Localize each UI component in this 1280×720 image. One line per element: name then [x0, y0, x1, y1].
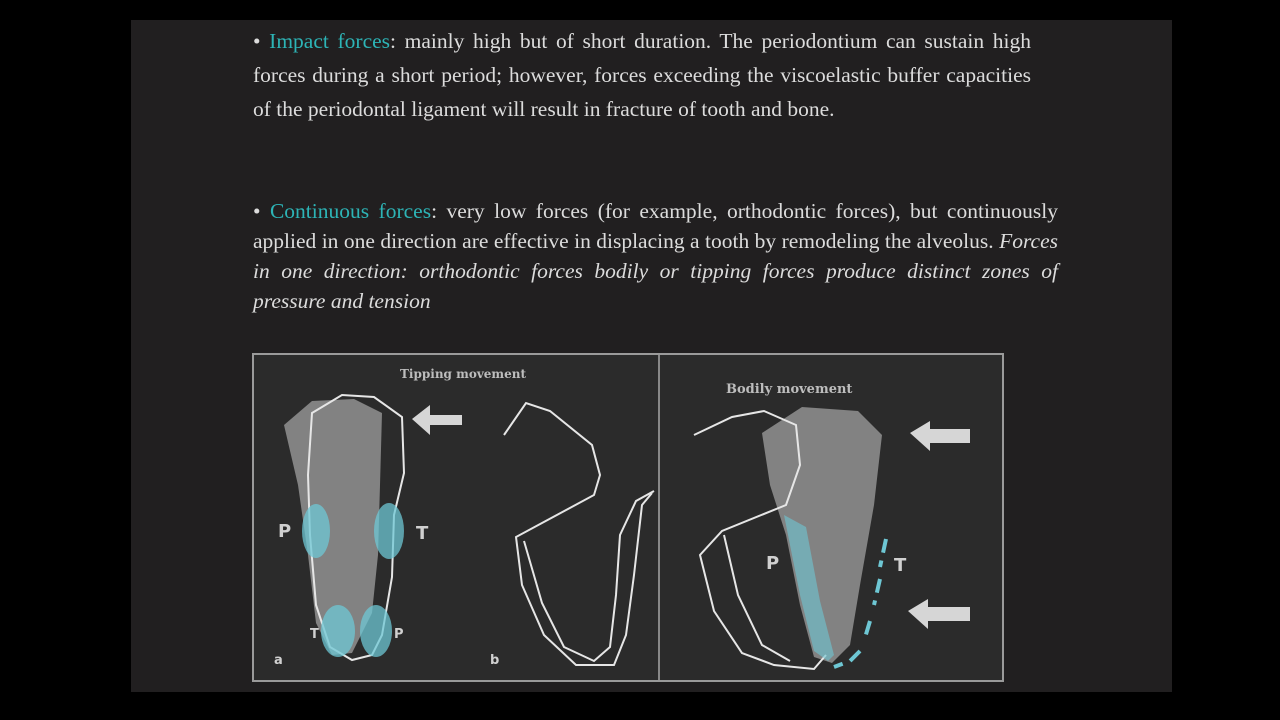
- force-arrow-tipping: [412, 405, 462, 435]
- tooth-movement-illustration: [254, 355, 1004, 682]
- alveolus-outline: [504, 403, 652, 665]
- label-tension-bodily: T: [894, 555, 907, 576]
- tension-zone-upper: [374, 503, 404, 559]
- bullet-continuous-forces: [253, 196, 1058, 316]
- term-impact-forces: Impact forces: [269, 29, 391, 53]
- bullet-marker: •: [253, 29, 261, 53]
- bodily-movement-title: Bodily movement: [726, 382, 853, 397]
- tipping-movement-title: Tipping movement: [400, 367, 527, 381]
- bullet-marker: •: [253, 199, 261, 223]
- impact-forces-text: : mainly high but of short duration. The periodontium can sustain high forces during a short period; however, forces exceeding the viscoelastic buffer capacities of the periodontal ligament will result in fracture of tooth and bone.: [253, 29, 1032, 121]
- panel-label-a: a: [274, 653, 283, 668]
- force-arrow-bodily-upper: [910, 421, 970, 451]
- pressure-zone-upper: [302, 504, 330, 558]
- label-pressure-upper: P: [278, 521, 292, 542]
- pressure-zone-lower: [360, 605, 392, 657]
- label-tension-lower: T: [310, 627, 319, 642]
- tension-zone-lower: [321, 605, 355, 657]
- label-pressure-bodily: P: [766, 553, 780, 574]
- slide: [131, 20, 1172, 692]
- tooth-movement-figure: [252, 353, 1004, 682]
- force-arrow-bodily-lower: [908, 599, 970, 629]
- bullet-impact-forces: [253, 24, 1031, 126]
- label-pressure-lower: P: [394, 627, 404, 642]
- continuous-forces-text: : very low forces (for example, orthodontic forces), but continuously applied in one direction are effective in displacing a tooth by remodeling the alveolus.: [253, 199, 1059, 253]
- label-tension-upper: T: [416, 523, 429, 544]
- panel-label-b: b: [490, 653, 500, 668]
- continuous-forces-italic: Forces in one direction: orthodontic forces bodily or tipping forces produce distinct zones of pressure and tension: [253, 229, 1058, 313]
- term-continuous-forces: Continuous forces: [269, 199, 432, 223]
